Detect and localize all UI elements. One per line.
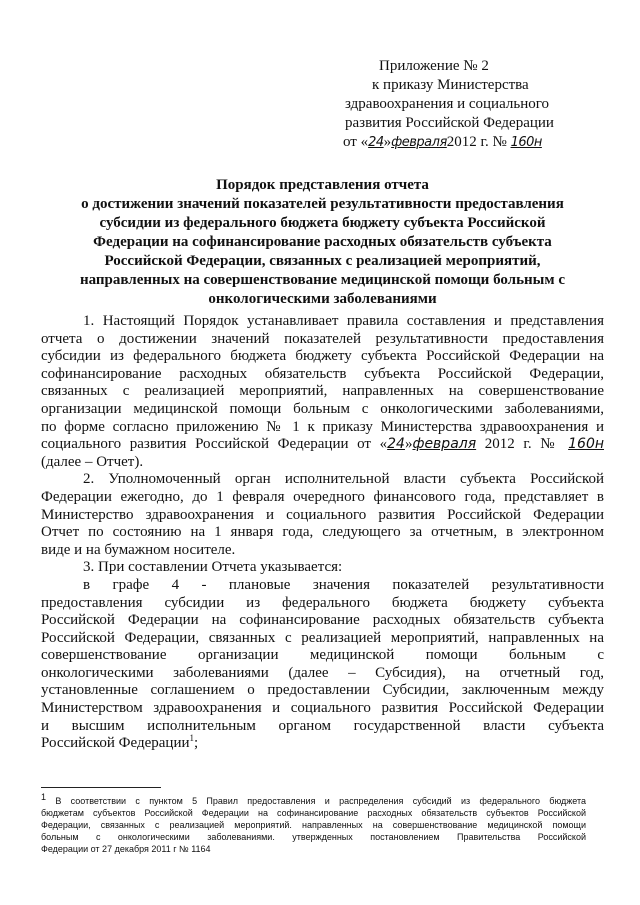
handwritten-day: 24 [368, 135, 384, 150]
paragraph-3: 3. При составлении Отчета указывается: в графе 4 - плановые значения показателей результативности предоставления субсидии из федерального бюджета бюджету субъекта Российской Федерации на софинансирование расходных обязательств субъекта Российской Федерации, связанных с реализацией мероприятий, направленных на совершенствование организации медицинской помощи больным с онкологическими заболеваниями (далее – Субсидия), на отчетный год, установленные соглашением о предоставлении Субсидии, заключенным между Министерством здравоохранения и социального развития Российской Федерации и высшим исполнительным органом государственной власти субъекта Российской Федерации$^1$; [41, 559, 604, 752]
appendix-line: здравоохранения и социального [345, 96, 550, 112]
appendix-number: Приложение № 2 [379, 58, 489, 74]
appendix-date: от «24»февраля2012 г. № 160н [343, 134, 542, 150]
footnote: $^1$ В соответствии с пунктом 5 Правил предоставления и распределения субсидий из федерального бюджета бюджетам субъектов Российской Федерации на софинансирование расходных обязательств субъектов Российской Федерации, связанных с реализацией мероприятий. направленных на совершенствование медицинской помощи больным с онкологическими заболеваниями. утвержденных постановлением Правительства Российской Федерации от 27 декабря 2011 г № 1164 [41, 792, 586, 854]
handwritten-order-number: 160н [510, 135, 542, 150]
paragraph-3-last-line: Российской Федерации$^1$; [41, 733, 199, 752]
appendix-line: развития Российской Федерации [345, 115, 554, 131]
handwritten-month: февраля [412, 436, 477, 453]
footnote-divider [41, 787, 161, 788]
footnote-line: $^1$ В соответствии с пунктом 5 Правил предоставления и распределения субсидий из федерального бюджета [41, 792, 586, 806]
footnote-marker: 1 [189, 733, 195, 744]
document-body [41, 313, 604, 753]
handwritten-month: февраля [391, 135, 447, 150]
handwritten-order-number: 160н [568, 436, 604, 453]
paragraph-1: 1. Настоящий Порядок устанавливает правила составления и представления отчета о достижении значений показателей результативности предоставления субсидии из федерального бюджета бюджету субъекта Российской Федерации на софинансирование расходных обязательств субъекта Российской Федерации, связанных с реализацией мероприятий, направленных на совершенствование организации медицинской помощи больным с онкологическими заболеваниями, по форме согласно приложению № 1 к приказу Министерства здравоохранения и социального развития Российской Федерации от «24»февраля 2012 г. № 160н (далее – Отчет). [41, 313, 604, 470]
paragraph-2: 2. Уполномоченный орган исполнительной власти субъекта Российской Федерации ежегодно, до 1 февраля очередного финансового года, представляет в Министерство здравоохранения и социального развития Российской Федерации Отчет по состоянию на 1 января года, следующего за отчетным, в электронном виде и на бумажном носителе. [41, 471, 604, 558]
document-title: Порядок представления отчета о достижении значений показателей результативности предоставления субсидии из федерального бюджета бюджету субъекта Российской Федерации на софинансирование расходных обязательств субъекта Российской Федерации, связанных с реализацией мероприятий, направленных на совершенствование медицинской помощи больным с онкологическими заболеваниями [79, 177, 566, 307]
order-reference-line: социального развития Российской Федерации от «24»февраля 2012 г. № 160н [41, 436, 604, 453]
appendix-line: к приказу Министерства [372, 77, 529, 93]
handwritten-day: 24 [387, 436, 405, 453]
footnote-mark: 1 [41, 792, 47, 802]
